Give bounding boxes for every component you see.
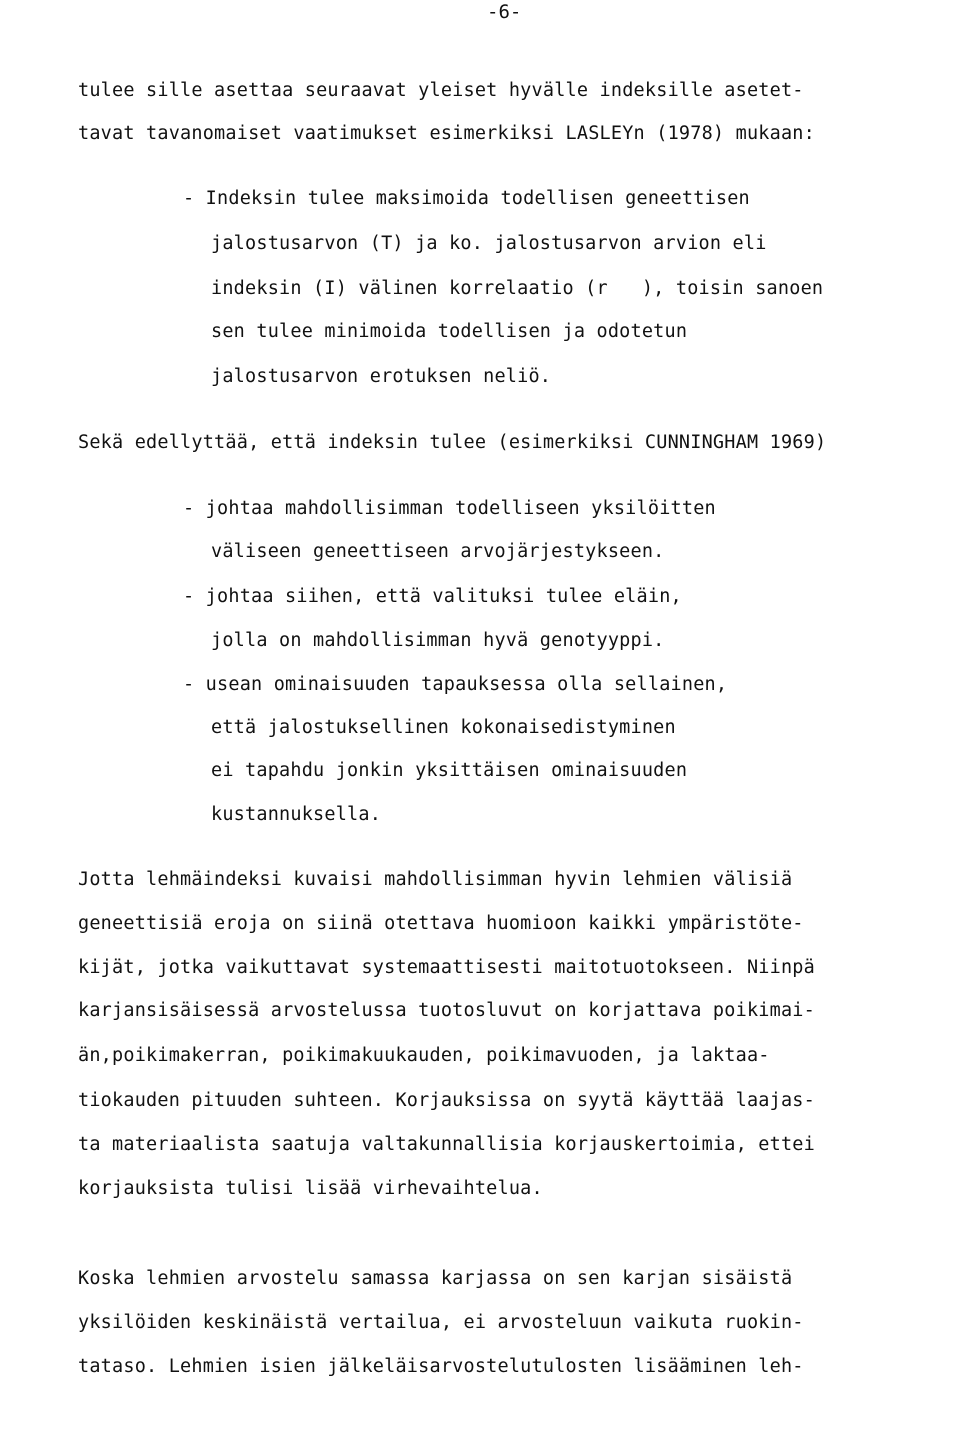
text-line: väliseen geneettiseen arvojärjestykseen. [211, 541, 665, 562]
text-line: tulee sille asettaa seuraavat yleiset hyvälle indeksille asetet- [78, 80, 804, 101]
text-line: Jotta lehmäindeksi kuvaisi mahdollisimman hyvin lehmien välisiä [78, 869, 793, 890]
text-line: indeksin (I) välinen korrelaatio (r ), toisin sanoen [211, 278, 824, 299]
text-line: yksilöiden keskinäistä vertailua, ei arvosteluun vaikuta ruokin- [78, 1312, 804, 1333]
text-line: kijät, jotka vaikuttavat systemaattisesti maitotuotokseen. Niinpä [78, 957, 815, 978]
text-line: ta materiaalista saatuja valtakunnallisia korjauskertoimia, ettei [78, 1134, 815, 1155]
text-line: geneettisiä eroja on siinä otettava huomioon kaikki ympäristöte- [78, 913, 804, 934]
text-line: korjauksista tulisi lisää virhevaihtelua. [78, 1178, 543, 1199]
text-line: tiokauden pituuden suhteen. Korjauksissa on syytä käyttää laajas- [78, 1090, 815, 1111]
text-line: sen tulee minimoida todellisen ja odotetun [211, 321, 688, 342]
text-line: - johtaa siihen, että valituksi tulee eläin, [183, 586, 682, 607]
text-line: Sekä edellyttää, että indeksin tulee (esimerkiksi CUNNINGHAM 1969) [78, 432, 827, 453]
text-line: jolla on mahdollisimman hyvä genotyyppi. [211, 630, 665, 651]
text-line: jalostusarvon (T) ja ko. jalostusarvon arvion eli [211, 233, 767, 254]
text-line: jalostusarvon erotuksen neliö. [211, 366, 552, 387]
text-line: - johtaa mahdollisimman todelliseen yksilöitten [183, 498, 716, 519]
text-line: än,poikimakerran, poikimakuukauden, poikimavuoden, ja laktaa- [78, 1045, 770, 1066]
text-line: Koska lehmien arvostelu samassa karjassa on sen karjan sisäistä [78, 1268, 793, 1289]
text-line: karjansisäisessä arvostelussa tuotosluvut on korjattava poikimai- [78, 1000, 815, 1021]
text-line: ei tapahdu jonkin yksittäisen ominaisuuden [211, 760, 688, 781]
text-line: - Indeksin tulee maksimoida todellisen geneettisen [183, 188, 750, 209]
text-line: - usean ominaisuuden tapauksessa olla sellainen, [183, 674, 728, 695]
text-line: että jalostuksellinen kokonaisedistyminen [211, 717, 676, 738]
text-line: kustannuksella. [211, 804, 382, 825]
text-line: tavat tavanomaiset vaatimukset esimerkiksi LASLEYn (1978) mukaan: [78, 123, 815, 144]
page-number: -6- [487, 1, 522, 23]
text-line: tataso. Lehmien isien jälkeläisarvostelutulosten lisääminen leh- [78, 1356, 804, 1377]
